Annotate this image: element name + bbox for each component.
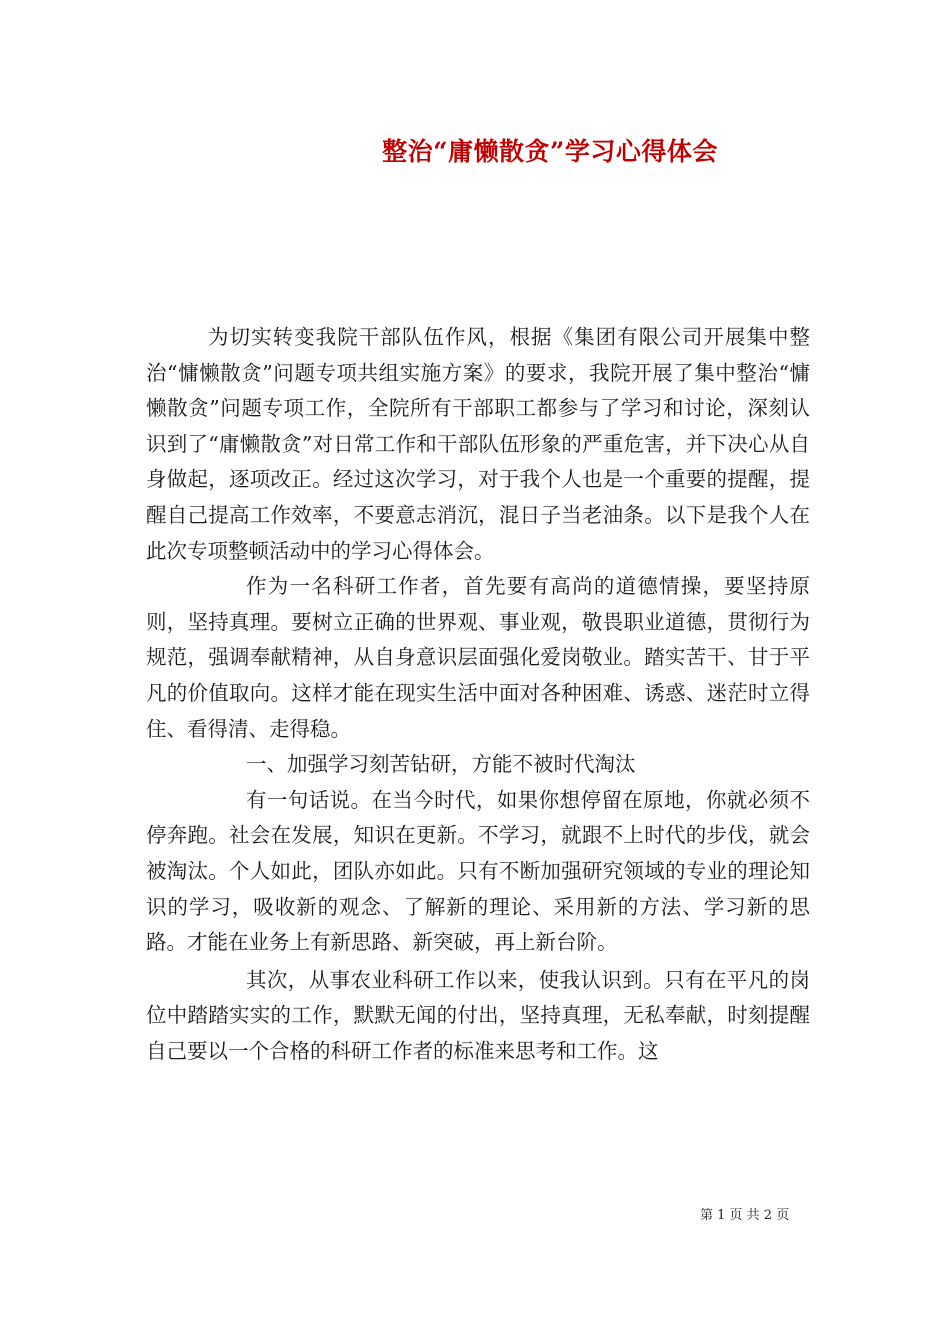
- page-footer: [700, 1207, 789, 1225]
- document-body: [146, 320, 810, 1069]
- document-title: 整治“庸懒散贪”学习心得体会: [382, 137, 718, 166]
- page-number-text: 第 1 页 共 2 页: [700, 1208, 790, 1223]
- paragraph-ethics: 作为一名科研工作者，首先要有高尚的道德情操，要坚持原则，坚持真理。要树立正确的世界观、事业观，敬畏职业道德，贯彻行为规范，强调奉献精神，从自身意识层面强化爱岗敬业。踏实苦干、甘于平凡的价值取向。这样才能在现实生活中面对各种困难、诱惑、迷茫时立得住、看得清、走得稳。: [146, 574, 810, 741]
- paragraph-second: 其次，从事农业科研工作以来，使我认识到。只有在平凡的岗位中踏踏实实的工作，默默无闻的付出，坚持真理，无私奉献，时刻提醒自己要以一个合格的科研工作者的标准来思考和工作。这: [146, 967, 810, 1063]
- paragraph-intro: 为切实转变我院干部队伍作风，根据《集团有限公司开展集中整治“慵懒散贪”问题专项共组实施方案》的要求，我院开展了集中整治“慵懒散贪”问题专项工作，全院所有干部职工都参与了学习和讨论，深刻认识到了“庸懒散贪”对日常工作和干部队伍形象的严重危害，并下决心从自身做起，逐项改正。经过这次学习，对于我个人也是一个重要的提醒，提醒自己提高工作效率，不要意志消沉，混日子当老油条。以下是我个人在此次专项整顿活动中的学习心得体会。: [146, 325, 810, 563]
- paragraph-learning: 有一句话说。在当今时代，如果你想停留在原地，你就必须不停奔跑。社会在发展，知识在更新。不学习，就跟不上时代的步伐，就会被淘汰。个人如此，团队亦如此。只有不断加强研究领域的专业的理论知识的学习，吸收新的观念、了解新的理论、采用新的方法、学习新的思路。才能在业务上有新思路、新突破，再上新台阶。: [146, 787, 810, 955]
- section-heading-1: 一、加强学习刻苦钻研，方能不被时代淘汰: [246, 752, 636, 777]
